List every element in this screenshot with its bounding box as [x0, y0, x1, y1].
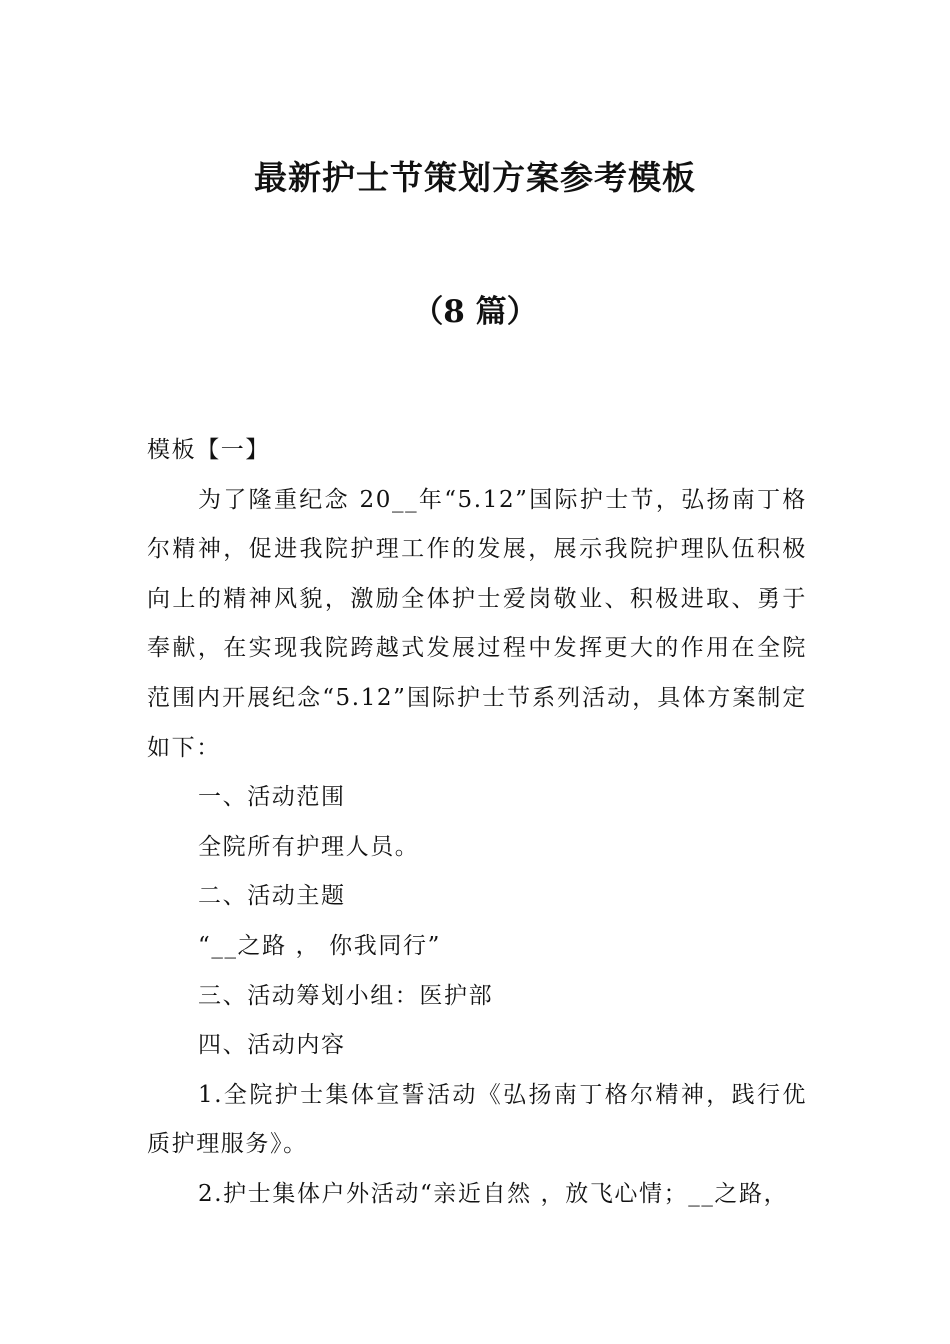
document-subtitle: （8 篇） [412, 294, 538, 330]
heading-activity-theme: 二、活动主题 [198, 883, 346, 910]
activity-item-1: 1.全院护士集体宣誓活动《弘扬南丁格尔精神，践行优质护理服务》。 [147, 1081, 807, 1158]
section-label: 模板【一】 [147, 437, 270, 463]
heading-activity-scope: 一、活动范围 [198, 784, 346, 811]
intro-paragraph: 为了隆重纪念 20__年“5.12”国际护士节，弘扬南丁格尔精神，促进我院护理工作的发展，展示我院护理队伍积极向上的精神风貌，激励全体护士爱岗敬业、积极进取、勇于奉献，在实现我院跨越式发展过程中发挥更大的作用在全院范围内开展纪念“5.12”国际护士节系列活动，具体方案制定如下： [147, 486, 807, 761]
heading-activity-content: 四、活动内容 [198, 1032, 346, 1059]
heading-planning-group: 三、活动筹划小组：医护部 [198, 982, 494, 1009]
activity-item-2: 2.护士集体户外活动“亲近自然 ，放飞心情；__之路， [198, 1180, 789, 1207]
document-body [147, 426, 807, 1220]
document-title: 最新护士节策划方案参考模板 [254, 158, 696, 197]
activity-theme-text: “__之路 ， 你我同行” [198, 932, 441, 959]
activity-scope-text: 全院所有护理人员。 [198, 833, 420, 860]
